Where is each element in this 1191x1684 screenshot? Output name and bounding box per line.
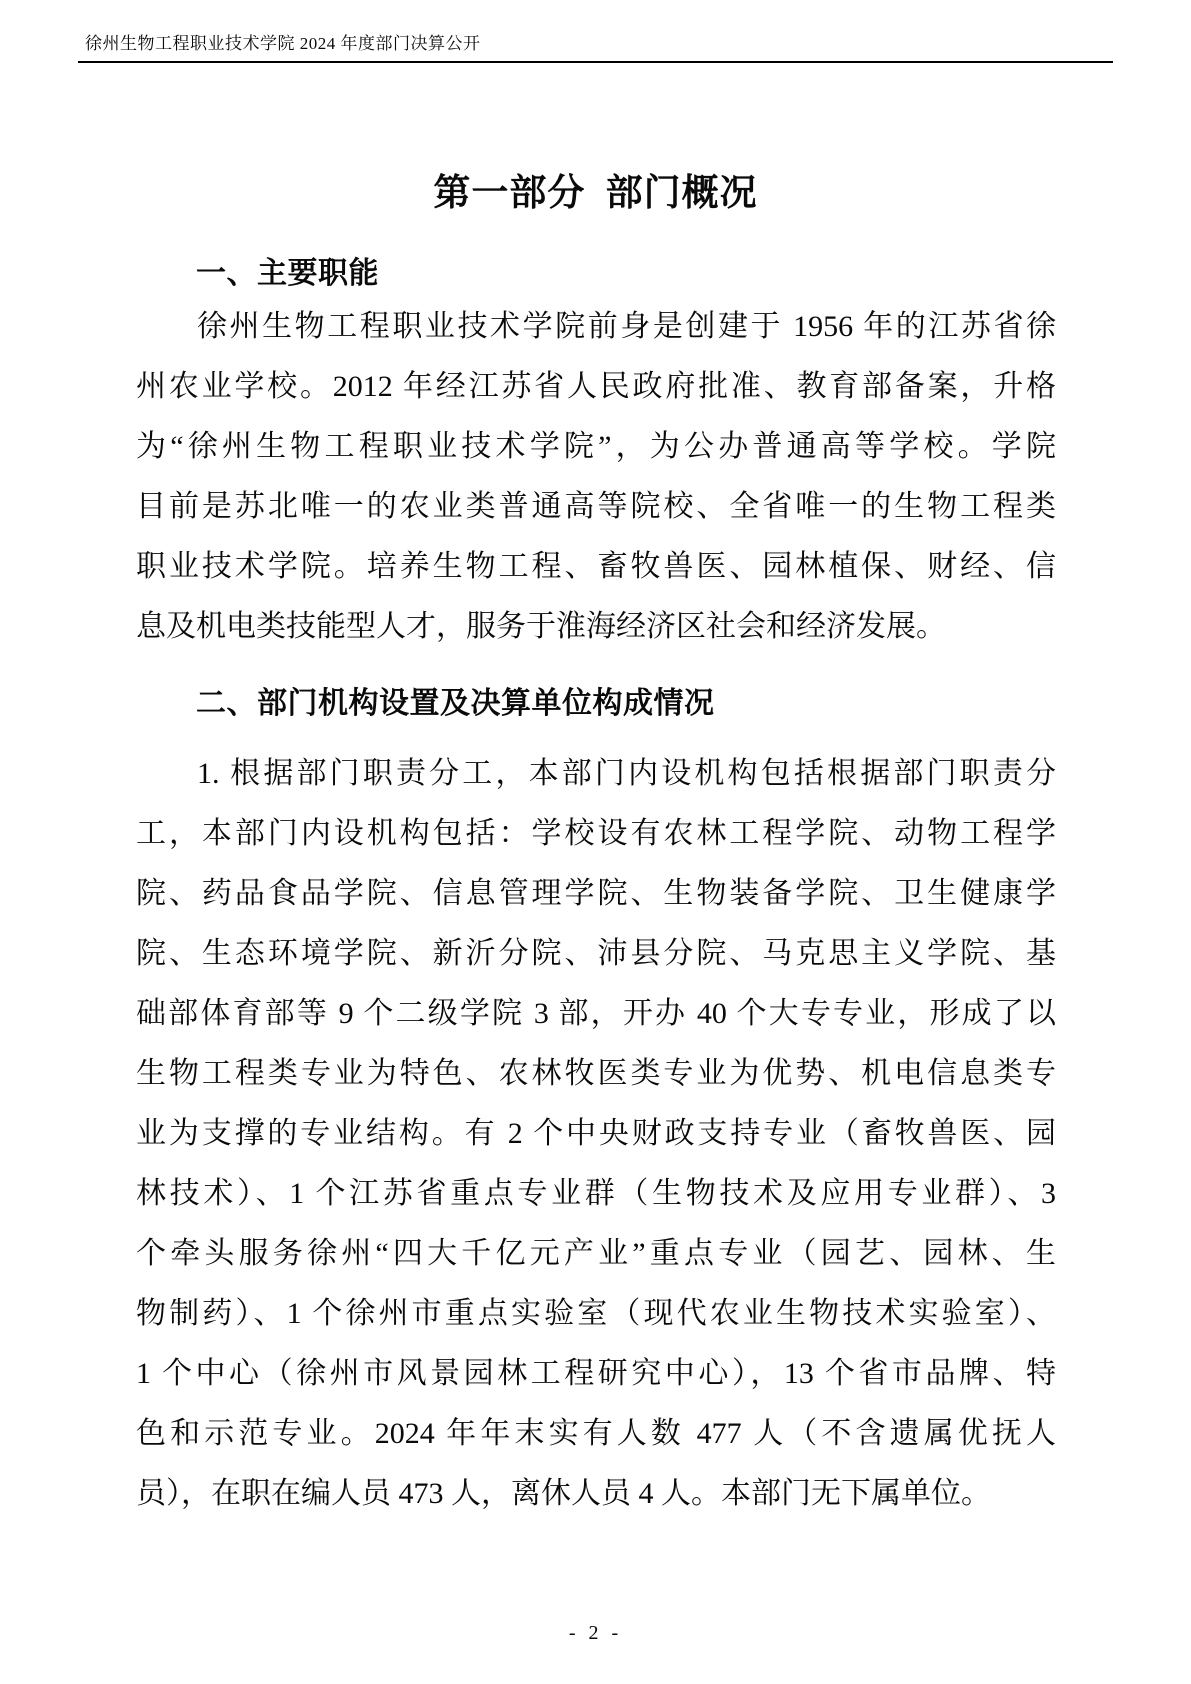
paragraph-main-functions: [136, 297, 1056, 657]
header-rule: [78, 61, 1113, 63]
body-line: 院、生态环境学院、新沂分院、沛县分院、马克思主义学院、基: [136, 937, 1056, 970]
body-line: 工，本部门内设机构包括：学校设有农林工程学院、动物工程学: [136, 817, 1056, 850]
body-line: 生物工程类专业为特色、农林牧医类专业为优势、机电信息类专: [136, 1057, 1056, 1090]
page-header-text: 徐州生物工程职业技术学院 2024 年度部门决算公开: [85, 34, 481, 53]
body-line: 林技术）、1 个江苏省重点专业群（生物技术及应用专业群）、3: [136, 1177, 1056, 1210]
body-line: 业为支撑的专业结构。有 2 个中央财政支持专业（畜牧兽医、园: [136, 1117, 1056, 1150]
body-line: 职业技术学院。培养生物工程、畜牧兽医、园林植保、财经、信: [136, 550, 1056, 583]
page-footer: [0, 1618, 1191, 1648]
body-line: 1 个中心（徐州市风景园林工程研究中心），13 个省市品牌、特: [136, 1357, 1056, 1390]
body-line: 为“徐州生物工程职业技术学院”，为公办普通高等学校。学院: [136, 430, 1056, 463]
body-line: 色和示范专业。2024 年年末实有人数 477 人（不含遗属优抚人: [136, 1417, 1056, 1450]
body-line: 1. 根据部门职责分工，本部门内设机构包括根据部门职责分: [197, 757, 1056, 790]
body-line: 员），在职在编人员 473 人，离休人员 4 人。本部门无下属单位。: [136, 1477, 991, 1510]
body-line: 息及机电类技能型人才，服务于淮海经济区社会和经济发展。: [136, 610, 946, 643]
body-line: 础部体育部等 9 个二级学院 3 部，开办 40 个大专专业，形成了以: [136, 997, 1056, 1030]
body-line: 院、药品食品学院、信息管理学院、生物装备学院、卫生健康学: [136, 877, 1056, 910]
body-line: 个牵头服务徐州“四大千亿元产业”重点专业（园艺、园林、生: [136, 1237, 1056, 1270]
document-title: 第一部分 部门概况: [433, 173, 758, 214]
body-line: 目前是苏北唯一的农业类普通高等院校、全省唯一的生物工程类: [136, 490, 1056, 523]
body-line: 徐州生物工程职业技术学院前身是创建于 1956 年的江苏省徐: [197, 310, 1056, 343]
paragraph-org-structure: [136, 744, 1056, 1524]
section-heading-org-structure: 二、部门机构设置及决算单位构成情况: [196, 687, 715, 720]
page-number: - 2 -: [568, 1622, 623, 1644]
body-line: 州农业学校。2012 年经江苏省人民政府批准、教育部备案，升格: [136, 370, 1056, 403]
section-heading-main-functions: 一、主要职能: [196, 257, 379, 290]
body-line: 物制药）、1 个徐州市重点实验室（现代农业生物技术实验室）、: [136, 1297, 1056, 1330]
